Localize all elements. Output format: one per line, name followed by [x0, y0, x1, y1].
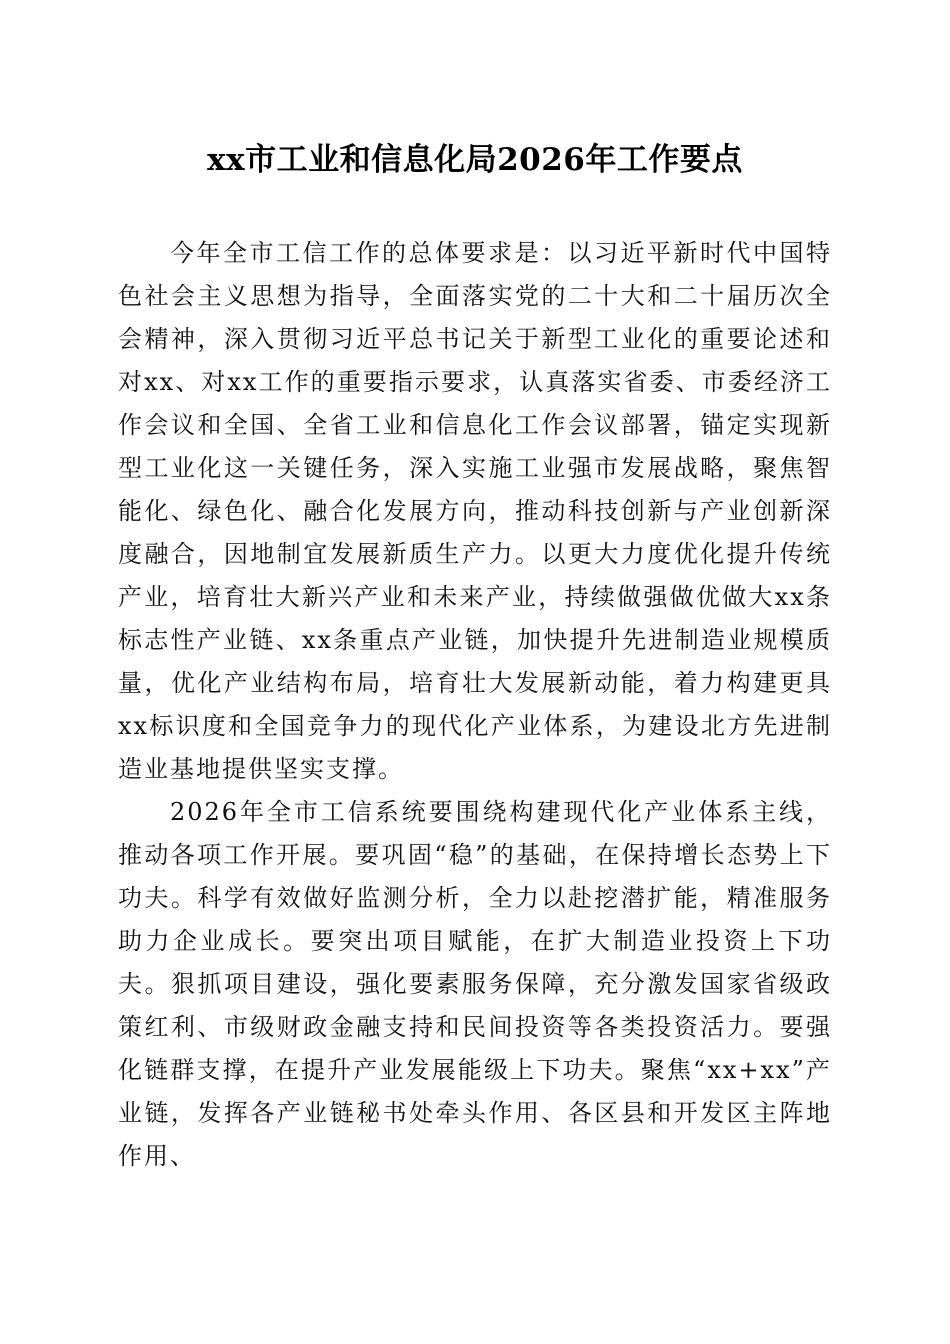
paragraph-2026-work-plan: 2026年全市工信系统要围绕构建现代化产业体系主线，推动各项工作开展。要巩固“稳”的基础，在保持增长态势上下功夫。科学有效做好监测分析，全力以赴挖潜扩能，精准服务助力企业成长。要突出项目赋能，在扩大制造业投资上下功夫。狠抓项目建设，强化要素服务保障，充分激发国家省级政策红利、市级财政金融支持和民间投资等各类投资活力。要强化链群支撑，在提升产业发展能级上下功夫。聚焦“xx+xx”产业链，发挥各产业链秘书处牵头作用、各区县和开发区主阵地作用、: [118, 798, 832, 1170]
paragraph-general-requirements: 今年全市工信工作的总体要求是：以习近平新时代中国特色社会主义思想为指导，全面落实党的二十大和二十届历次全会精神，深入贯彻习近平总书记关于新型工业化的重要论述和对xx、对xx工作的重要指示要求，认真落实省委、市委经济工作会议和全国、全省工业和信息化工作会议部署，锚定实现新型工业化这一关键任务，深入实施工业强市发展战略，聚焦智能化、绿色化、融合化发展方向，推动科技创新与产业创新深度融合，因地制宜发展新质生产力。以更大力度优化提升传统产业，培育壮大新兴产业和未来产业，持续做强做优做大xx条标志性产业链、xx条重点产业链，加快提升先进制造业规模质量，优化产业结构布局，培育壮大发展新动能，着力构建更具xx标识度和全国竞争力的现代化产业体系，为建设北方先进制造业基地提供坚实支撑。: [118, 239, 832, 783]
document-title: xx市工业和信息化局2026年工作要点: [207, 142, 743, 178]
document-body: [118, 232, 832, 1178]
